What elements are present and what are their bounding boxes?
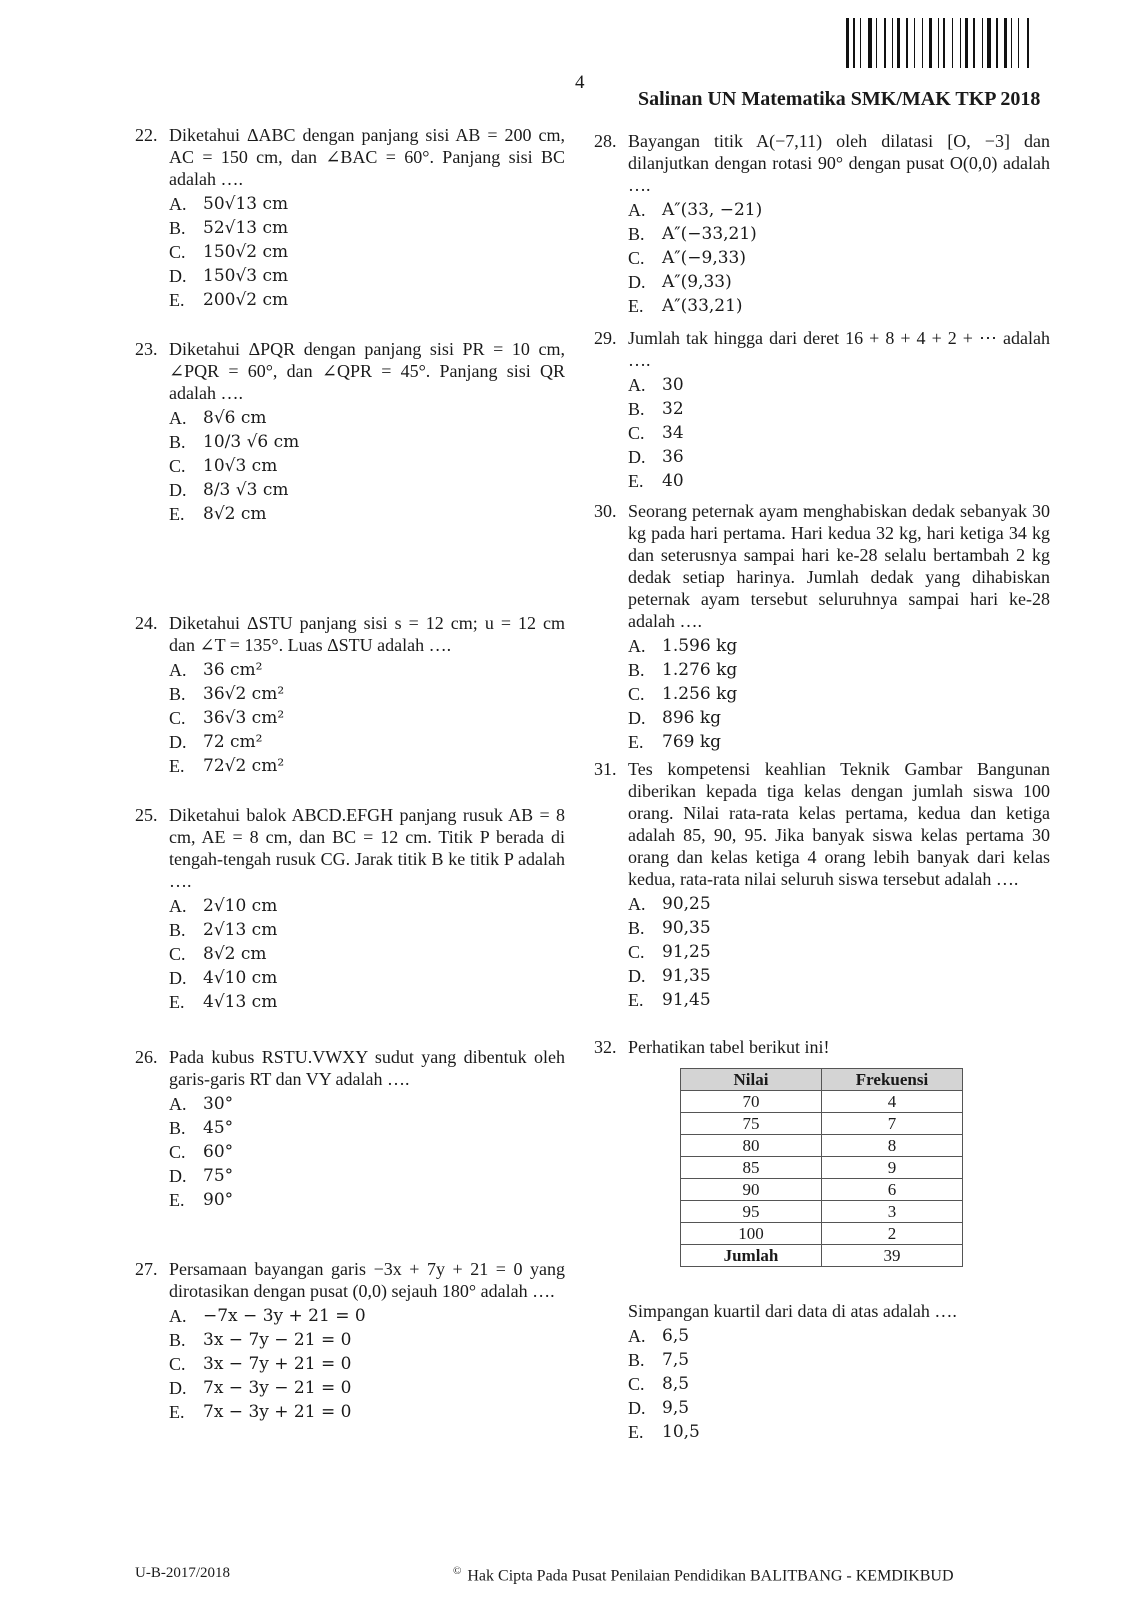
barcode-bar: [1011, 18, 1012, 68]
option-letter: D.: [628, 708, 646, 728]
answer-option: [169, 1140, 565, 1164]
option-text: 10/3 √6 cm: [203, 432, 300, 452]
option-text: 45°: [203, 1118, 234, 1138]
question-32-prompt: [628, 1300, 1048, 1444]
option-text: A″(9,33): [662, 272, 732, 292]
barcode-bar: [884, 18, 886, 68]
barcode-bar: [897, 18, 900, 68]
barcode-bar: [929, 18, 932, 68]
option-text: 7x − 3y − 21 = 0: [203, 1378, 352, 1398]
option-letter: D.: [169, 968, 187, 988]
option-text: 8,5: [662, 1374, 690, 1394]
option-text: 30: [662, 375, 684, 395]
option-text: A″(−9,33): [662, 248, 746, 268]
table-header: Nilai: [681, 1069, 822, 1091]
option-letter: B.: [628, 224, 645, 244]
question-27: [135, 1258, 565, 1424]
barcode-bar: [1018, 18, 1019, 68]
option-text: 2√13 cm: [203, 920, 278, 940]
option-letter: A.: [169, 1306, 187, 1326]
answer-option: [169, 216, 565, 240]
option-text: 3x − 7y + 21 = 0: [203, 1354, 352, 1374]
option-text: 36√2 cm²: [203, 684, 285, 704]
option-letter: E.: [628, 296, 644, 316]
question-text: Simpangan kuartil dari data di atas adalah ….: [628, 1301, 957, 1321]
option-text: A″(−33,21): [662, 224, 757, 244]
option-letter: C.: [628, 942, 645, 962]
answer-option: [169, 1092, 565, 1116]
option-text: 90,25: [662, 894, 711, 914]
barcode-bar: [880, 18, 883, 68]
option-letter: B.: [169, 684, 186, 704]
barcode-bar: [955, 18, 957, 68]
barcode-bar: [860, 18, 861, 68]
answer-option: [628, 916, 1050, 940]
answer-option: [628, 294, 1050, 318]
question-number: 23.: [135, 339, 158, 359]
option-letter: A.: [628, 375, 646, 395]
barcode-bar: [876, 18, 877, 68]
question-28: [594, 130, 1050, 318]
option-text: 32: [662, 399, 684, 419]
option-letter: C.: [169, 1354, 186, 1374]
answer-option: [169, 240, 565, 264]
option-text: 1.596 kg: [662, 636, 738, 656]
barcode-bar: [903, 18, 905, 68]
barcode-bar: [940, 18, 941, 68]
question-number: 32.: [594, 1037, 617, 1057]
answer-option: [628, 397, 1050, 421]
option-letter: B.: [628, 918, 645, 938]
barcode-bar: [910, 18, 911, 68]
barcode-bar: [922, 18, 923, 68]
question-29: [594, 327, 1050, 493]
option-text: 8√2 cm: [203, 504, 267, 524]
option-letter: A.: [169, 1094, 187, 1114]
question-31: [594, 758, 1050, 1012]
question-stem: Seorang peternak ayam menghabiskan dedak sebanyak 30 kg pada hari pertama. Hari kedua 32 kg, hari ketiga 34 kg dan seterusnya sampai hari ke-28 selalu bertambah 2 kg dedak setiap harinya. Jumlah dedak yang dihabiskan peternak ayam tersebut seluruhnya sampai hari ke-28 adalah ….: [628, 501, 1050, 631]
answer-option: [169, 682, 565, 706]
question-stem: Diketahui ΔABC dengan panjang sisi AB = 200 cm, AC = 150 cm, dan ∠BAC = 60°. Panjang sisi BC adalah ….: [169, 125, 565, 189]
answer-option: [628, 270, 1050, 294]
answer-option: [628, 940, 1050, 964]
answer-option: [169, 478, 565, 502]
option-letter: E.: [628, 990, 644, 1010]
question-number: 27.: [135, 1259, 158, 1279]
option-text: 72 cm²: [203, 732, 263, 752]
table-cell: 3: [822, 1201, 963, 1223]
barcode-bar: [894, 18, 895, 68]
question-stem: Perhatikan tabel berikut ini!: [628, 1037, 830, 1057]
option-letter: A.: [169, 660, 187, 680]
page-number: 4: [575, 72, 585, 93]
option-letter: E.: [169, 290, 185, 310]
answer-option: [169, 658, 565, 682]
table-cell: 100: [681, 1223, 822, 1245]
answer-option: [169, 1116, 565, 1140]
question-number: 31.: [594, 759, 617, 779]
option-letter: C.: [169, 1142, 186, 1162]
option-text: 9,5: [662, 1398, 690, 1418]
option-text: 8/3 √3 cm: [203, 480, 289, 500]
barcode: [846, 18, 1058, 68]
option-text: 91,35: [662, 966, 711, 986]
barcode-bar: [868, 18, 872, 68]
table-cell: 95: [681, 1201, 822, 1223]
table-cell: 90: [681, 1179, 822, 1201]
option-text: 60°: [203, 1142, 234, 1162]
answer-option: [628, 706, 1050, 730]
option-letter: E.: [628, 1422, 644, 1442]
option-text: 36√3 cm²: [203, 708, 285, 728]
option-letter: D.: [628, 272, 646, 292]
answer-option: [628, 469, 1050, 493]
barcode-bar: [994, 18, 995, 68]
answer-option: [628, 246, 1050, 270]
question-30: [594, 500, 1050, 754]
option-letter: C.: [169, 242, 186, 262]
table-row: [681, 1091, 963, 1113]
option-letter: E.: [169, 1190, 185, 1210]
barcode-bar: [996, 18, 998, 68]
answer-option: [169, 1188, 565, 1212]
option-letter: D.: [169, 266, 187, 286]
table-row: [681, 1135, 963, 1157]
option-letter: E.: [169, 1402, 185, 1422]
option-letter: D.: [628, 447, 646, 467]
answer-option: [169, 706, 565, 730]
question-stem: Diketahui ΔSTU panjang sisi s = 12 cm; u = 12 cm dan ∠T = 135°. Luas ΔSTU adalah ….: [169, 613, 565, 655]
option-text: 40: [662, 471, 684, 491]
option-text: 3x − 7y − 21 = 0: [203, 1330, 352, 1350]
answer-option: [169, 1304, 565, 1328]
table-cell: Jumlah: [681, 1245, 822, 1267]
option-letter: E.: [169, 756, 185, 776]
option-letter: A.: [169, 896, 187, 916]
barcode-bar: [1008, 18, 1009, 68]
answer-option: [169, 430, 565, 454]
barcode-bar: [888, 18, 889, 68]
question-stem: Bayangan titik A(−7,11) oleh dilatasi [O, −3] dan dilanjutkan dengan rotasi 90° dengan pusat O(0,0) adalah ….: [628, 131, 1050, 195]
table-cell: 80: [681, 1135, 822, 1157]
answer-option: [628, 373, 1050, 397]
answer-option: [169, 966, 565, 990]
option-text: 769 kg: [662, 732, 722, 752]
option-letter: B.: [628, 1350, 645, 1370]
answer-option: [169, 1400, 565, 1424]
option-text: 7,5: [662, 1350, 690, 1370]
question-stem: Tes kompetensi keahlian Teknik Gambar Bangunan diberikan kepada tiga kelas dengan jumlah siswa 100 orang. Nilai rata-rata kelas pertama, kedua dan ketiga adalah 85, 90, 95. Jika banyak siswa kelas pertama 30 orang dan kelas ketiga 4 orang lebih banyak dari kelas kedua, rata-rata nilai seluruh siswa tersebut adalah ….: [628, 759, 1050, 889]
option-text: A″(33,21): [662, 296, 743, 316]
option-text: 4√13 cm: [203, 992, 278, 1012]
answer-option: [628, 1396, 1048, 1420]
question-number: 29.: [594, 328, 617, 348]
answer-option: [169, 894, 565, 918]
barcode-bar: [962, 18, 963, 68]
option-letter: C.: [628, 248, 645, 268]
question-number: 22.: [135, 125, 158, 145]
barcode-bar: [873, 18, 874, 68]
option-letter: E.: [169, 992, 185, 1012]
answer-option: [169, 192, 565, 216]
question-26: [135, 1046, 565, 1212]
option-letter: E.: [628, 471, 644, 491]
answer-option: [628, 658, 1050, 682]
table-cell: 85: [681, 1157, 822, 1179]
option-letter: B.: [169, 1118, 186, 1138]
barcode-bar: [1000, 18, 1001, 68]
table-cell: 8: [822, 1135, 963, 1157]
option-text: 90°: [203, 1190, 234, 1210]
option-text: 72√2 cm²: [203, 756, 285, 776]
option-text: 2√10 cm: [203, 896, 278, 916]
option-text: −7x − 3y + 21 = 0: [203, 1306, 366, 1326]
answer-option: [628, 1348, 1048, 1372]
answer-option: [628, 1420, 1048, 1444]
barcode-bar: [916, 18, 920, 68]
option-letter: B.: [169, 1330, 186, 1350]
option-text: 6,5: [662, 1326, 690, 1346]
option-text: 90,35: [662, 918, 711, 938]
option-letter: C.: [169, 708, 186, 728]
answer-option: [169, 502, 565, 526]
option-letter: C.: [169, 456, 186, 476]
barcode-bar: [973, 18, 975, 68]
barcode-bar: [952, 18, 953, 68]
frequency-table: [680, 1068, 963, 1267]
barcode-bar: [987, 18, 991, 68]
answer-option: [169, 288, 565, 312]
option-letter: C.: [169, 944, 186, 964]
table-cell: 39: [822, 1245, 963, 1267]
barcode-bar: [938, 18, 939, 68]
answer-option: [628, 1324, 1048, 1348]
table-row: [681, 1201, 963, 1223]
barcode-bar: [863, 18, 865, 68]
answer-option: [628, 730, 1050, 754]
option-text: 4√10 cm: [203, 968, 278, 988]
option-text: 1.256 kg: [662, 684, 738, 704]
barcode-bar: [914, 18, 915, 68]
barcode-bar: [977, 18, 979, 68]
answer-option: [628, 892, 1050, 916]
option-letter: E.: [169, 504, 185, 524]
barcode-bar: [846, 18, 849, 68]
document-title: Salinan UN Matematika SMK/MAK TKP 2018: [638, 88, 1041, 110]
barcode-bar: [984, 18, 985, 68]
option-letter: A.: [169, 408, 187, 428]
answer-option: [169, 1164, 565, 1188]
answer-option: [169, 264, 565, 288]
answer-option: [169, 754, 565, 778]
option-letter: C.: [628, 1374, 645, 1394]
question-number: 25.: [135, 805, 158, 825]
option-letter: A.: [628, 636, 646, 656]
answer-option: [169, 1376, 565, 1400]
question-number: 30.: [594, 501, 617, 521]
table-cell: 6: [822, 1179, 963, 1201]
question-stem: Pada kubus RSTU.VWXY sudut yang dibentuk oleh garis-garis RT dan VY adalah ….: [169, 1047, 565, 1089]
option-letter: B.: [169, 218, 186, 238]
option-letter: C.: [628, 684, 645, 704]
footer-copyright: [453, 1565, 954, 1585]
barcode-bar: [971, 18, 972, 68]
question-32: [594, 1036, 1050, 1058]
question-number: 26.: [135, 1047, 158, 1067]
question-23: [135, 338, 565, 526]
option-letter: A.: [169, 194, 187, 214]
option-text: 52√13 cm: [203, 218, 289, 238]
answer-option: [628, 421, 1050, 445]
option-text: 34: [662, 423, 684, 443]
answer-option: [628, 445, 1050, 469]
table-cell: 75: [681, 1113, 822, 1135]
option-text: 36: [662, 447, 684, 467]
question-stem: Diketahui ΔPQR dengan panjang sisi PR = 10 cm, ∠PQR = 60°, dan ∠QPR = 45°. Panjang sisi QR adalah ….: [169, 339, 565, 403]
barcode-bar: [934, 18, 935, 68]
option-letter: A.: [628, 200, 646, 220]
option-text: 200√2 cm: [203, 290, 289, 310]
answer-option: [628, 682, 1050, 706]
option-text: 91,25: [662, 942, 711, 962]
answer-option: [169, 990, 565, 1014]
option-text: 150√2 cm: [203, 242, 289, 262]
question-number: 24.: [135, 613, 158, 633]
table-header: Frekuensi: [822, 1069, 963, 1091]
option-letter: D.: [169, 732, 187, 752]
barcode-bar: [948, 18, 951, 68]
option-text: 91,45: [662, 990, 711, 1010]
option-letter: B.: [169, 920, 186, 940]
barcode-bar: [850, 18, 851, 68]
option-letter: D.: [169, 1378, 187, 1398]
footer-code: U-B-2017/2018: [135, 1565, 230, 1581]
barcode-bar: [858, 18, 859, 68]
option-letter: E.: [628, 732, 644, 752]
copyright-symbol: ©: [453, 1565, 462, 1577]
question-number: 28.: [594, 131, 617, 151]
option-text: 50√13 cm: [203, 194, 289, 214]
answer-option: [169, 730, 565, 754]
answer-option: [628, 198, 1050, 222]
option-text: 75°: [203, 1166, 234, 1186]
table-row: [681, 1113, 963, 1135]
copyright-text: Hak Cipta Pada Pusat Penilaian Pendidikan BALITBANG - KEMDIKBUD: [467, 1567, 954, 1585]
option-letter: D.: [628, 1398, 646, 1418]
table-total-row: [681, 1245, 963, 1267]
option-text: 896 kg: [662, 708, 722, 728]
question-25: [135, 804, 565, 1014]
answer-option: [628, 988, 1050, 1012]
answer-option: [169, 1328, 565, 1352]
option-letter: B.: [169, 432, 186, 452]
barcode-bar: [892, 18, 893, 68]
barcode-bar: [1027, 18, 1029, 68]
answer-option: [169, 918, 565, 942]
table-row: [681, 1179, 963, 1201]
barcode-bar: [982, 18, 983, 68]
barcode-bar: [943, 18, 945, 68]
barcode-bar: [960, 18, 961, 68]
question-stem: Jumlah tak hingga dari deret 16 + 8 + 4 + 2 + ⋯ adalah ….: [628, 328, 1050, 370]
table-cell: 9: [822, 1157, 963, 1179]
option-text: 30°: [203, 1094, 234, 1114]
question-stem: Persamaan bayangan garis −3x + 7y + 21 = 0 yang dirotasikan dengan pusat (0,0) sejauh 180° adalah ….: [169, 1259, 565, 1301]
option-letter: C.: [628, 423, 645, 443]
question-22: [135, 124, 565, 312]
option-text: 10√3 cm: [203, 456, 278, 476]
table-cell: 70: [681, 1091, 822, 1113]
table-cell: 2: [822, 1223, 963, 1245]
answer-option: [169, 406, 565, 430]
answer-option: [628, 634, 1050, 658]
barcode-bar: [965, 18, 968, 68]
option-text: 8√2 cm: [203, 944, 267, 964]
barcode-bar: [853, 18, 855, 68]
option-text: 150√3 cm: [203, 266, 289, 286]
answer-option: [628, 1372, 1048, 1396]
option-letter: D.: [169, 1166, 187, 1186]
option-text: 7x − 3y + 21 = 0: [203, 1402, 352, 1422]
option-text: 36 cm²: [203, 660, 263, 680]
question-24: [135, 612, 565, 778]
option-letter: D.: [169, 480, 187, 500]
option-text: 10,5: [662, 1422, 700, 1442]
question-stem: Diketahui balok ABCD.EFGH panjang rusuk AB = 8 cm, AE = 8 cm, dan BC = 12 cm. Titik P berada di tengah-tengah rusuk CG. Jarak titik B ke titik P adalah ….: [169, 805, 565, 891]
barcode-bar: [906, 18, 908, 68]
option-letter: D.: [628, 966, 646, 986]
table-cell: 7: [822, 1113, 963, 1135]
table-row: [681, 1157, 963, 1179]
answer-option: [169, 454, 565, 478]
barcode-bar: [1021, 18, 1024, 68]
barcode-bar: [926, 18, 928, 68]
option-text: A″(33, −21): [662, 200, 763, 220]
answer-option: [169, 1352, 565, 1376]
option-text: 8√6 cm: [203, 408, 267, 428]
option-letter: A.: [628, 1326, 646, 1346]
answer-option: [169, 942, 565, 966]
barcode-bar: [1004, 18, 1007, 68]
table-row: [681, 1223, 963, 1245]
answer-option: [628, 964, 1050, 988]
option-letter: B.: [628, 660, 645, 680]
barcode-bar: [1030, 18, 1031, 68]
option-letter: B.: [628, 399, 645, 419]
answer-option: [628, 222, 1050, 246]
option-text: 1.276 kg: [662, 660, 738, 680]
option-letter: A.: [628, 894, 646, 914]
barcode-bar: [1015, 18, 1017, 68]
table-cell: 4: [822, 1091, 963, 1113]
